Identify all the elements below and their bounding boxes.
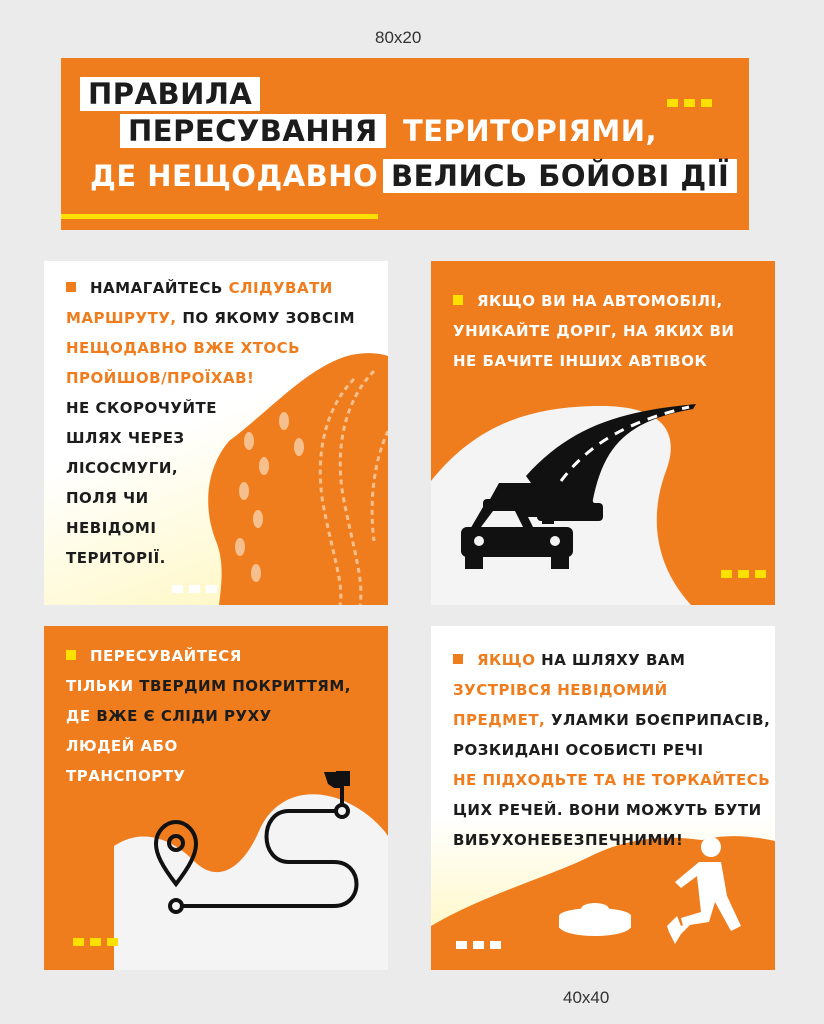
- header-underline: [61, 214, 378, 219]
- p1-line0: НАМАГАЙТЕСЬ: [90, 279, 229, 297]
- panel1-text: [66, 273, 366, 573]
- panel-follow-route: [44, 261, 388, 605]
- p4-line8: ВИБУХОНЕБЕЗПЕЧНИМИ!: [453, 831, 684, 849]
- p1-line11: ТЕРИТОРІЇ.: [66, 549, 166, 567]
- p1-line6: НЕ СКОРОЧУЙТЕ: [66, 399, 218, 417]
- p1-line2: МАРШРУТУ,: [66, 309, 177, 327]
- header-line1: ПРАВИЛА: [80, 77, 260, 111]
- panel3-dots: [73, 938, 118, 946]
- p4-line1: НА ШЛЯХУ ВАМ: [535, 651, 686, 669]
- p4-line6: НЕ ПІДХОДЬТЕ ТА НЕ ТОРКАЙТЕСЬ: [453, 771, 771, 789]
- panel3-bullet: [66, 650, 76, 660]
- p1-line10: НЕВІДОМІ: [66, 519, 157, 537]
- p3-line3: ДЕ: [66, 707, 97, 725]
- panel1-bullet: [66, 282, 76, 292]
- p1-line8: ЛІСОСМУГИ,: [66, 459, 179, 477]
- panel-car-roads: [431, 261, 775, 605]
- p1-line5: ПРОЙШОВ/ПРОЇХАВ!: [66, 369, 255, 387]
- panel2-bullet: [453, 295, 463, 305]
- panel1-dots: [172, 585, 217, 593]
- p1-line4: НЕЩОДАВНО ВЖЕ ХТОСЬ: [66, 339, 301, 357]
- panel3-text: [66, 641, 386, 791]
- p4-line4: УЛАМКИ БОЄПРИПАСІВ,: [545, 711, 771, 729]
- panel4-text: [453, 645, 773, 855]
- panel2-dots: [721, 570, 766, 578]
- panel2-text: [453, 286, 773, 376]
- p1-line1: СЛІДУВАТИ: [228, 279, 333, 297]
- p4-line3: ПРЕДМЕТ,: [453, 711, 546, 729]
- p1-line9: ПОЛЯ ЧИ: [66, 489, 149, 507]
- size-label-bottom: 40x40: [563, 988, 610, 1007]
- header-line2a: ПЕРЕСУВАННЯ: [120, 114, 386, 148]
- header-line2b: ТЕРИТОРІЯМИ,: [403, 114, 658, 148]
- p3-line2: ТВЕРДИМ ПОКРИТТЯМ,: [139, 677, 351, 695]
- panel-hard-surface: [44, 626, 388, 970]
- header-line3a: ДЕ НЕЩОДАВНО: [90, 159, 379, 193]
- p3-line0: ПЕРЕСУВАЙТЕСЯ: [90, 647, 242, 665]
- header-line3b: ВЕЛИСЬ БОЙОВІ ДІЇ: [383, 159, 737, 193]
- header-dots: [667, 99, 712, 107]
- p2-line1: УНИКАЙТЕ ДОРІГ, НА ЯКИХ ВИ: [453, 322, 735, 340]
- p4-line0: ЯКЩО: [477, 651, 536, 669]
- p4-line5: РОЗКИДАНІ ОСОБИСТІ РЕЧІ: [453, 741, 704, 759]
- p1-line3: ПО ЯКОМУ ЗОВСІМ: [176, 309, 356, 327]
- p2-line2: НЕ БАЧИТЕ ІНШИХ АВТІВОК: [453, 352, 708, 370]
- p1-line7: ШЛЯХ ЧЕРЕЗ: [66, 429, 185, 447]
- p2-line0: ЯКЩО ВИ НА АВТОМОБІЛІ,: [477, 292, 723, 310]
- p4-line2: ЗУСТРІВСЯ НЕВІДОМИЙ: [453, 681, 668, 699]
- panel-unknown-object: [431, 626, 775, 970]
- p4-line7: ЦИХ РЕЧЕЙ. ВОНИ МОЖУТЬ БУТИ: [453, 801, 762, 819]
- size-label-top: 80x20: [375, 28, 422, 47]
- panel4-dots: [456, 941, 501, 949]
- header-banner: [61, 58, 749, 230]
- p3-line5: ЛЮДЕЙ АБО: [66, 737, 178, 755]
- p3-line4: ВЖЕ Є СЛІДИ РУХУ: [96, 707, 272, 725]
- p3-line6: ТРАНСПОРТУ: [66, 767, 186, 785]
- p3-line1: ТІЛЬКИ: [66, 677, 140, 695]
- panel4-bullet: [453, 654, 463, 664]
